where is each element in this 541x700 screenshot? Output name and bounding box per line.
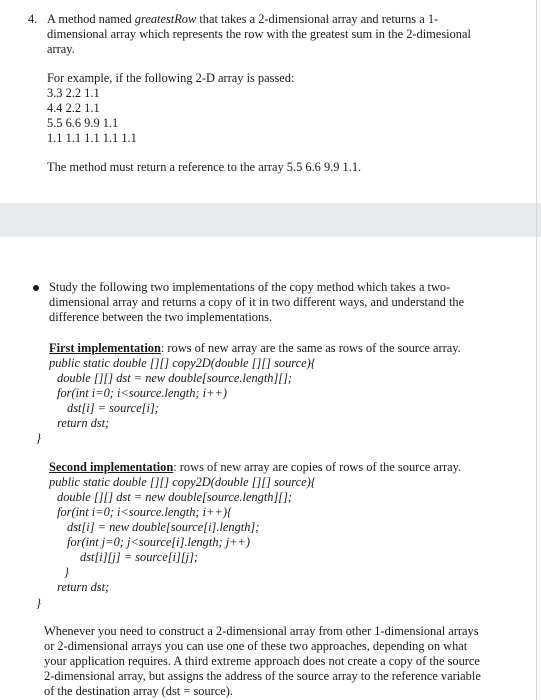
closing-line-1: Whenever you need to construct a 2-dimensional array from other 1-dimensional arrays (44, 624, 479, 638)
array-row-3: 5.5 6.6 9.9 1.1 (47, 116, 119, 130)
study-line-1: Study the following two implementations of the copy method which takes a two- (49, 280, 451, 294)
closing-line-2: or 2-dimensional arrays you can use one of these two approaches, depending on what (44, 639, 468, 653)
second-code-inner-close: } (64, 565, 69, 579)
expected-result: The method must return a reference to the array 5.5 6.6 9.9 1.1. (47, 160, 362, 174)
second-code-close-brace: } (36, 596, 41, 610)
first-code-signature: public static double [][] copy2D(double [][] source){ (49, 356, 316, 370)
first-code-dst-decl: double [][] dst = new double[source.length][]; (57, 371, 293, 385)
method-name: greatestRow (134, 12, 197, 26)
closing-line-4: 2-dimensional array, but assigns the address of the source array to the reference variable (44, 669, 481, 683)
second-code-outer-loop: for(int i=0; i<source.length; i++){ (57, 505, 232, 519)
question-line-2: dimensional array which represents the row with the greatest sum in the 2-dimesional (47, 27, 471, 41)
second-code-dst-decl: double [][] dst = new double[source.length][]; (57, 490, 293, 504)
page-edge-rule (536, 0, 537, 700)
first-code-return: return dst; (57, 416, 110, 430)
example-intro: For example, if the following 2-D array is passed: (47, 71, 295, 85)
question-number: 4. (28, 12, 38, 26)
first-code-for-loop: for(int i=0; i<source.length; i++) (57, 386, 227, 400)
second-code-element-copy: dst[i][j] = source[i][j]; (80, 550, 199, 564)
second-code-return: return dst; (57, 580, 110, 594)
question-line-1: A method named greatestRow that takes a 2-dimensional array and returns a 1- (47, 12, 439, 26)
second-code-inner-loop: for(int j=0; j<source[i].length; j++) (67, 535, 251, 549)
first-implementation-heading: First implementation: rows of new array are the same as rows of the source array. (49, 341, 461, 355)
second-implementation-heading: Second implementation: rows of new array are copies of rows of the source array. (49, 460, 462, 474)
study-line-3: difference between the two implementations. (49, 310, 273, 324)
section-divider (0, 203, 541, 237)
second-code-row-alloc: dst[i] = new double[source[i].length]; (67, 520, 260, 534)
first-code-close-brace: } (36, 431, 41, 445)
array-row-4: 1.1 1.1 1.1 1.1 1.1 (47, 131, 137, 145)
array-row-2: 4.4 2.2 1.1 (47, 101, 100, 115)
question-line-3: array. (47, 42, 75, 56)
bullet-icon (33, 285, 39, 291)
closing-line-5: of the destination array (dst = source). (44, 684, 233, 698)
first-code-assign: dst[i] = source[i]; (67, 401, 159, 415)
closing-line-3: your application requires. A third extreme approach does not create a copy of the source (44, 654, 480, 668)
array-row-1: 3.3 2.2 1.1 (47, 86, 100, 100)
study-line-2: dimensional array and returns a copy of it in two different ways, and understand the (49, 295, 465, 309)
second-code-signature: public static double [][] copy2D(double [][] source){ (49, 475, 316, 489)
